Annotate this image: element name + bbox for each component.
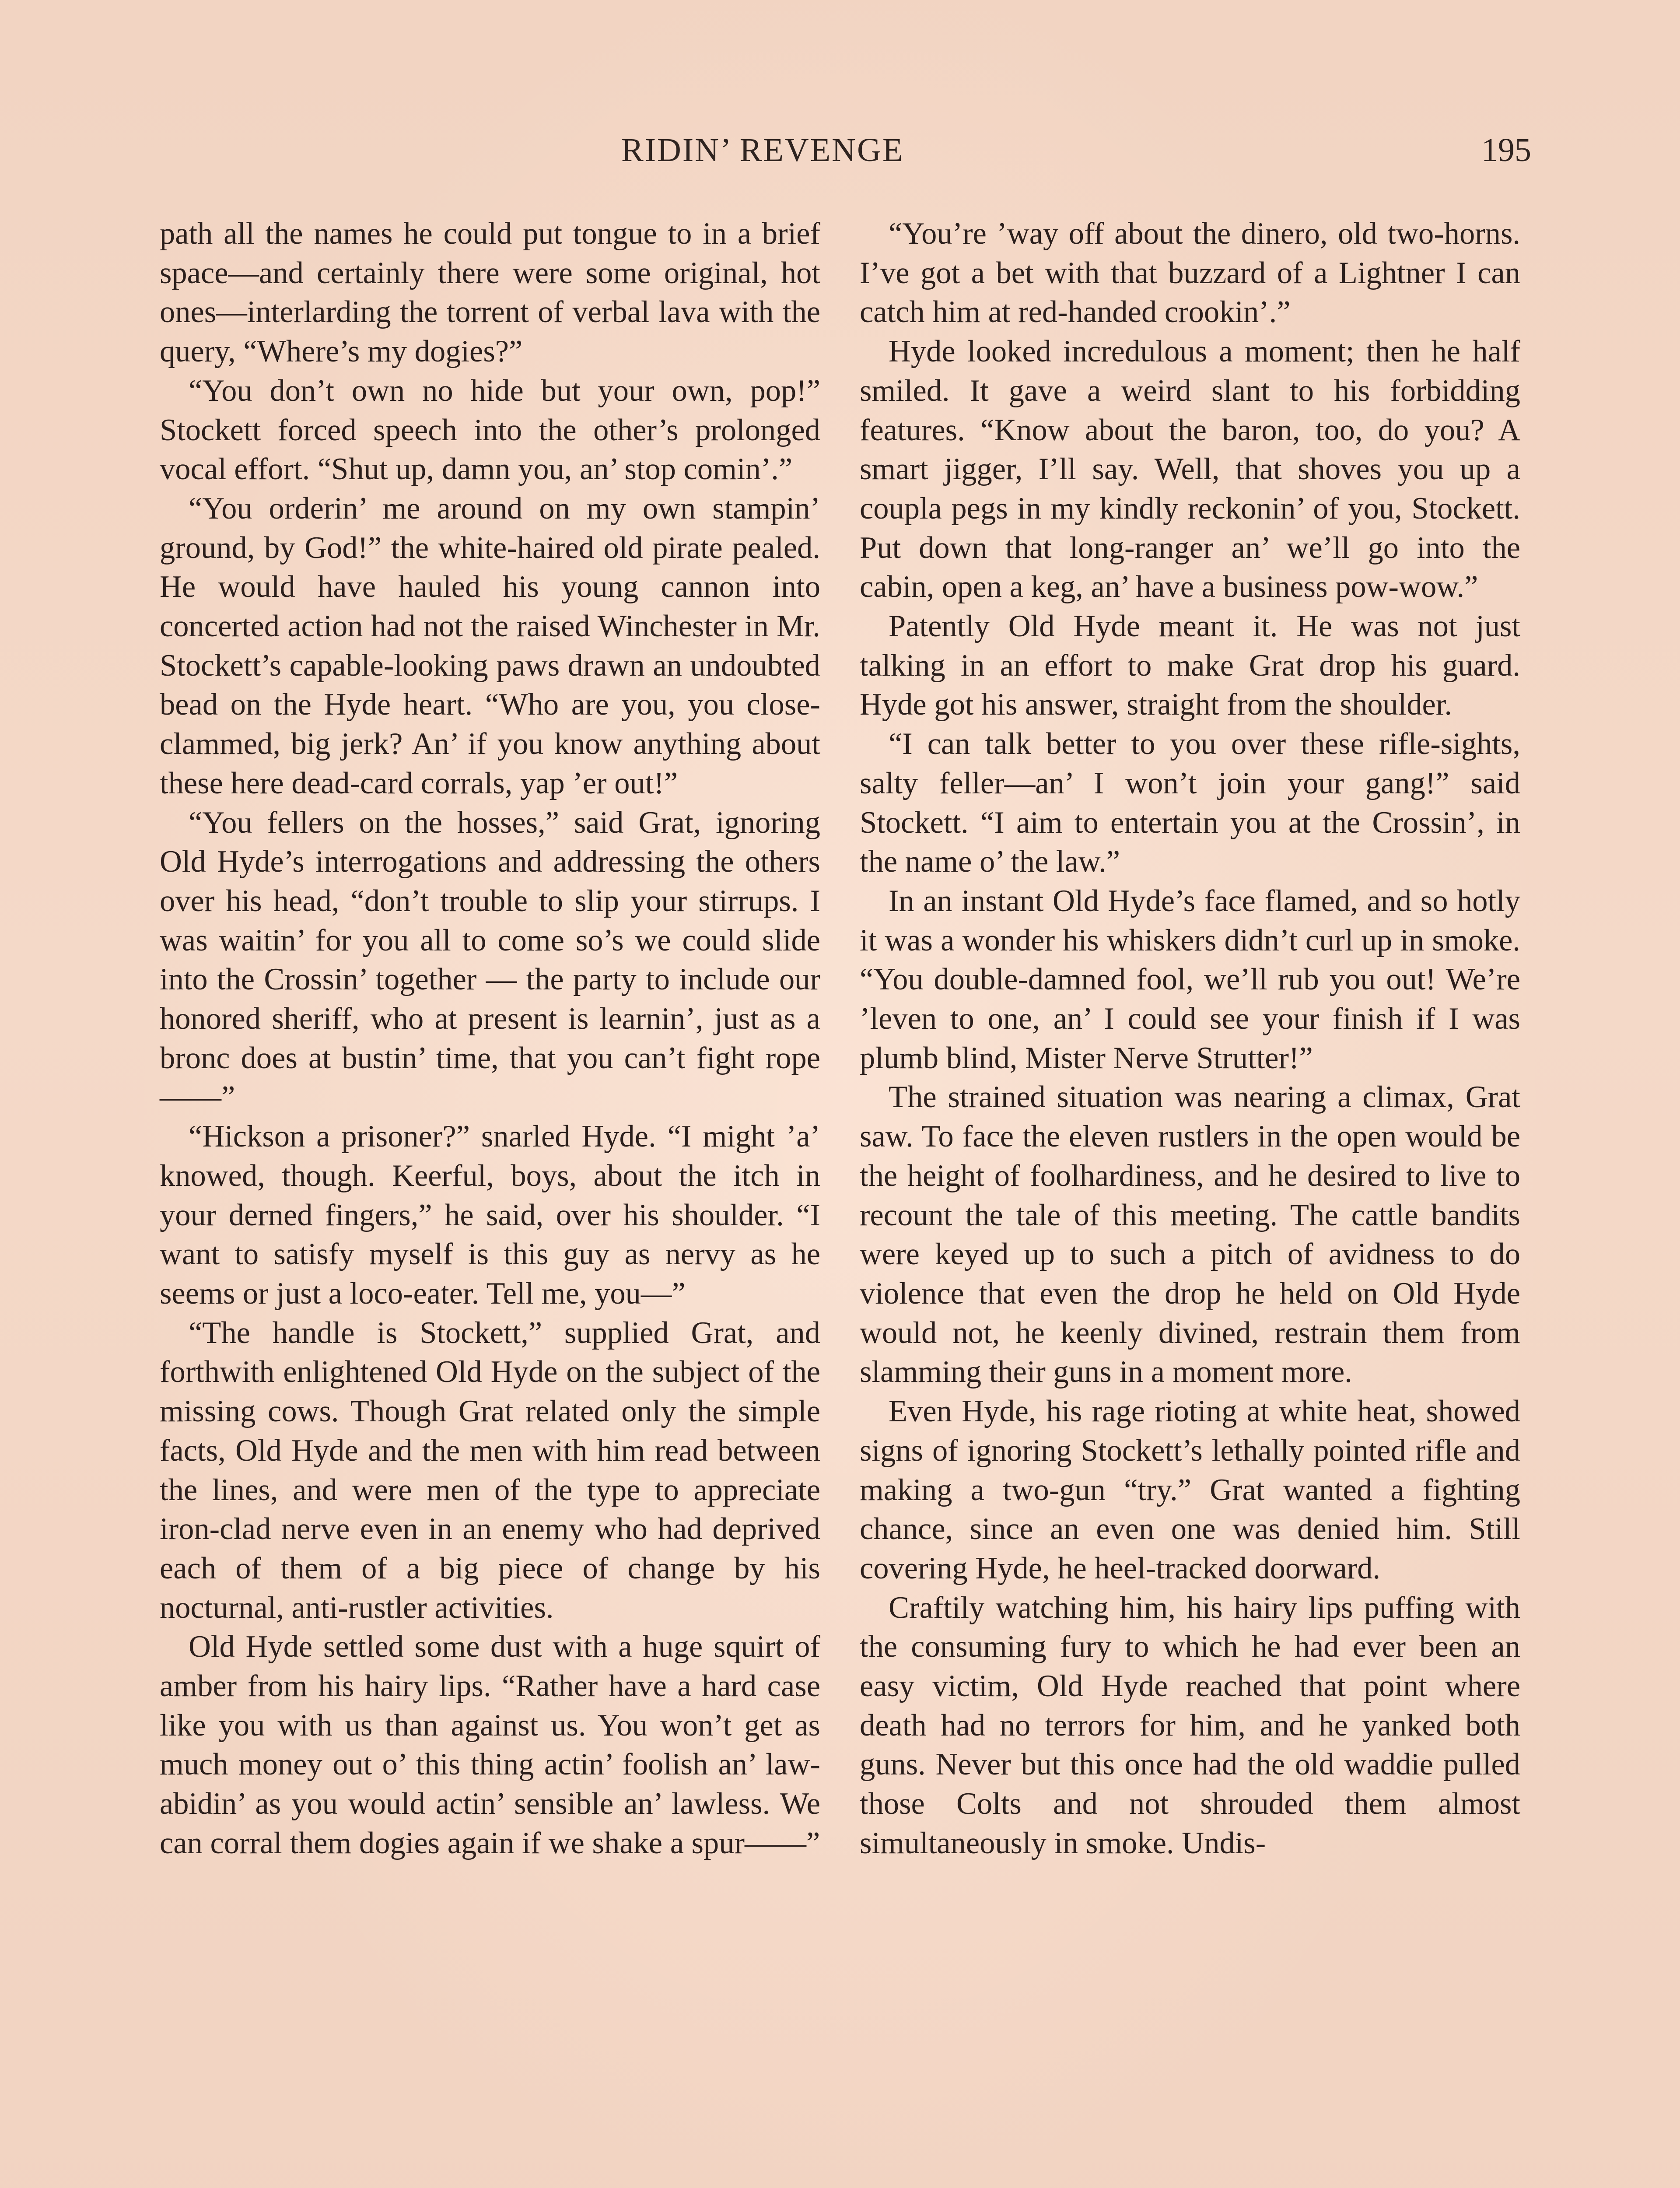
- paragraph: “You’re ’way off about the dinero, old two-horns. I’ve got a bet with that buzzard of a Lightner I can catch him at red-handed crookin’.”: [860, 217, 1520, 330]
- paragraph: “Hickson a prisoner?” snarled Hyde. “I might ’a’ knowed, though. Keerful, boys, about the itch in your derned fingers,” he said, over his shoulder. “I want to satisfy myself is this guy as nervy as he seems or just a loco-eater. Tell me, you—”: [160, 1119, 820, 1311]
- paragraph: “The handle is Stockett,” supplied Grat, and forthwith enlightened Old Hyde on the subject of the missing cows. Though Grat related only the simple facts, Old Hyde and the men with him read between the lines, and were men of the type to appreciate iron-clad nerve even in an enemy who had deprived each of them of a big piece of change by his nocturnal, anti-rustler activities.: [160, 1315, 820, 1625]
- paragraph: Old Hyde settled some dust with a huge squirt of amber from his hairy lips. “Rather have a hard case like you with us than against us. You won’t get as much money out o’ this thing actin’ foolish an’ law-abidin’ as you would actin’ sensible an’ lawless. We can corral them dogies again if we shake a spur——”: [160, 1630, 820, 1860]
- paragraph: path all the names he could put tongue to in a brief space—and certainly there were some original, hot ones—interlarding the torrent of verbal lava with the query, “Where’s my dogies?”: [160, 217, 820, 369]
- paragraph: “I can talk better to you over these rifle-sights, salty feller—an’ I won’t join your gang!” said Stockett. “I aim to entertain you at the Crossin’, in the name o’ the law.”: [860, 727, 1520, 879]
- running-head: RIDIN’ REVENGE: [621, 132, 904, 168]
- left-column: [160, 214, 820, 1863]
- paragraph: “You fellers on the hosses,” said Grat, ignoring Old Hyde’s interrogations and addressing the others over his head, “don’t trouble to slip your stirrups. I was waitin’ for you all to come so’s we could slide into the Crossin’ together — the party to include our honored sheriff, who at present is learnin’, just as a bronc does at bustin’ time, that you can’t fight rope——”: [160, 805, 820, 1115]
- paragraph: In an instant Old Hyde’s face flamed, and so hotly it was a wonder his whiskers didn’t curl up in smoke. “You double-damned fool, we’ll rub you out! We’re ’leven to one, an’ I could see your finish if I was plumb blind, Mister Nerve Strutter!”: [860, 884, 1520, 1075]
- page-number: 195: [1481, 132, 1531, 168]
- paragraph: Hyde looked incredulous a moment; then he half smiled. It gave a weird slant to his forbidding features. “Know about the baron, too, do you? A smart jigger, I’ll say. Well, that shoves you up a coupla pegs in my kindly reckonin’ of you, Stockett. Put down that long-ranger an’ we’ll go into the cabin, open a keg, an’ have a business pow-wow.”: [860, 334, 1520, 604]
- paragraph: “You orderin’ me around on my own stampin’ ground, by God!” the white-haired old pirate pealed. He would have hauled his young cannon into concerted action had not the raised Winchester in Mr. Stockett’s capable-looking paws drawn an undoubted bead on the Hyde heart. “Who are you, you close-clammed, big jerk? An’ if you know anything about these here dead-card corrals, yap ’er out!”: [160, 491, 820, 800]
- paragraph: Craftily watching him, his hairy lips puffing with the consuming fury to which he had ever been an easy victim, Old Hyde reached that point where death had no terrors for him, and he yanked both guns. Never but this once had the old waddie pulled those Colts and not shrouded them almost simultaneously in smoke. Undis-: [860, 1590, 1520, 1860]
- paragraph: Patently Old Hyde meant it. He was not just talking in an effort to make Grat drop his guard. Hyde got his answer, straight from the shoulder.: [860, 609, 1520, 722]
- paragraph: The strained situation was nearing a climax, Grat saw. To face the eleven rustlers in the open would be the height of foolhardiness, and he desired to live to recount the tale of this meeting. The cattle bandits were keyed up to such a pitch of avidness to do violence that even the drop he held on Old Hyde would not, he keenly divined, restrain them from slamming their guns in a moment more.: [860, 1080, 1520, 1389]
- right-column: [860, 214, 1520, 1863]
- paragraph: “You don’t own no hide but your own, pop!” Stockett forced speech into the other’s prolonged vocal effort. “Shut up, damn you, an’ stop comin’.”: [160, 373, 820, 487]
- paragraph: Even Hyde, his rage rioting at white heat, showed signs of ignoring Stockett’s lethally pointed rifle and making a two-gun “try.” Grat wanted a fighting chance, since an even one was denied him. Still covering Hyde, he heel-tracked doorward.: [860, 1394, 1520, 1585]
